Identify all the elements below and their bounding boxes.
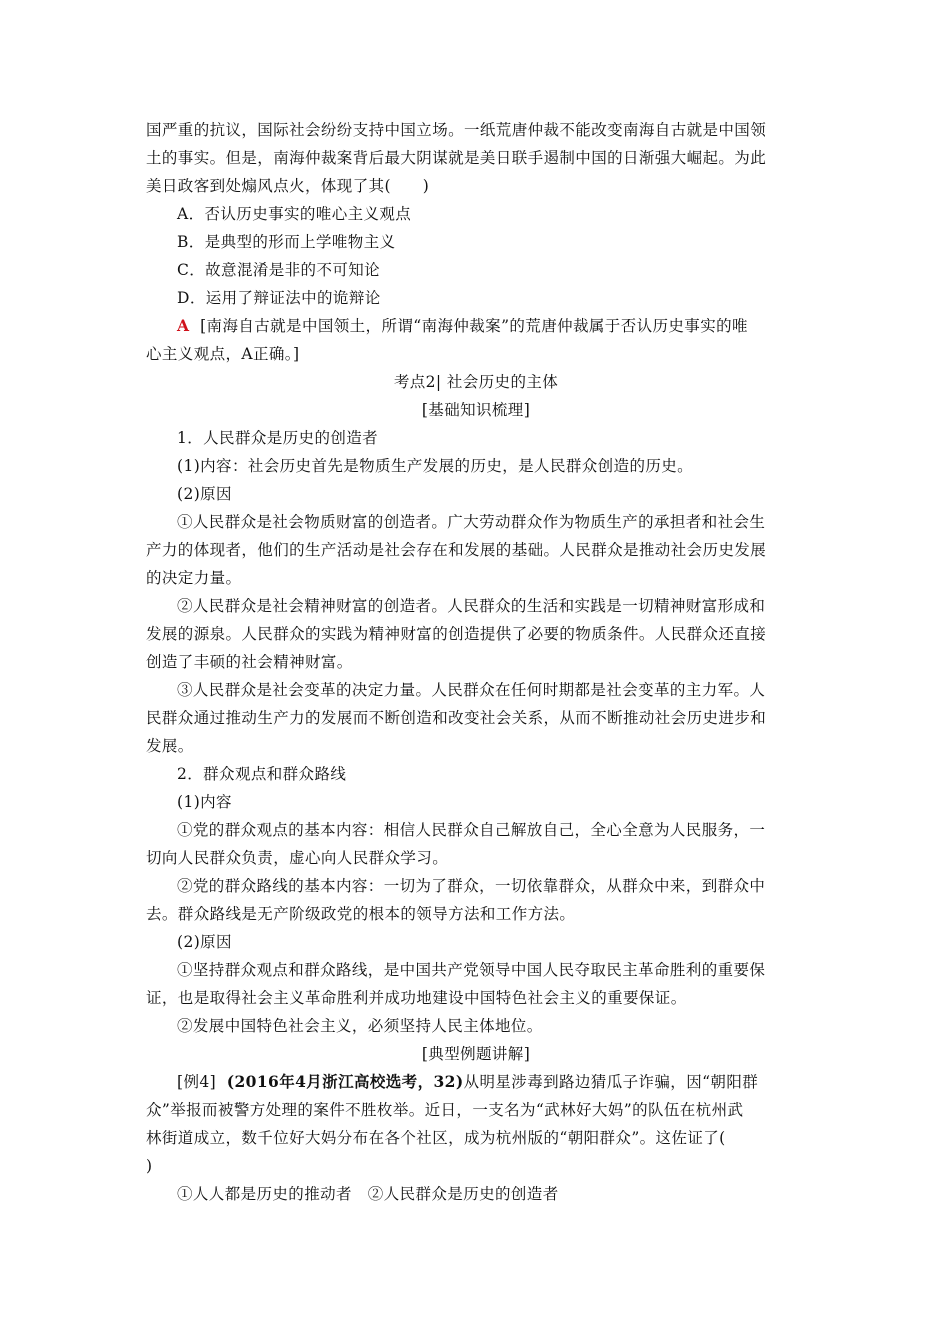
- question-text-line: 土的事实。但是，南海仲裁案背后最大阴谋就是美日联手遏制中国的日渐强大崛起。为此: [146, 149, 767, 167]
- example-text: 从明星涉毒到路边猜瓜子诈骗，因“朝阳群: [463, 1073, 759, 1091]
- part2-content-2-cont: 去。群众路线是无产阶级政党的根本的领导方法和工作方法。: [146, 905, 576, 923]
- part1-reason-3-cont: 民群众通过推动生产力的发展而不断创造和改变社会关系，从而不断推动社会历史进步和: [146, 709, 767, 727]
- part1-reason-2-cont: 发展的源泉。人民群众的实践为精神财富的创造提供了必要的物质条件。人民群众还直接: [146, 625, 767, 643]
- example-subtitle: [典型例题讲解]: [421, 1045, 531, 1063]
- answer-explanation: [146, 312, 806, 340]
- part1-heading: 1．人民群众是历史的创造者: [177, 429, 379, 447]
- answer-letter: A: [177, 316, 190, 335]
- option-c: C．故意混淆是非的不可知论: [177, 261, 381, 279]
- option-a: A．否认历史事实的唯心主义观点: [177, 205, 412, 223]
- part1-reason-3-cont: 发展。: [146, 737, 194, 755]
- example-text-line: 林街道成立，数千位好大妈分布在各个社区，成为杭州版的“朝阳群众”。这佐证了(: [146, 1129, 726, 1147]
- example-question: [146, 1068, 806, 1096]
- part1-reason-1: ①人民群众是社会物质财富的创造者。广大劳动群众作为物质生产的承担者和社会生: [177, 513, 766, 531]
- answer-text: [南海自古就是中国领土，所谓“南海仲裁案”的荒唐仲裁属于否认历史事实的唯: [200, 317, 748, 335]
- part1-reason-2: ②人民群众是社会精神财富的创造者。人民群众的生活和实践是一切精神财富形成和: [177, 597, 766, 615]
- answer-text-line: 心主义观点，A正确。]: [146, 345, 300, 363]
- part1-reason-1-cont: 的决定力量。: [146, 569, 242, 587]
- part1-content: (1)内容：社会历史首先是物质生产发展的历史，是人民群众创造的历史。: [177, 457, 694, 475]
- part1-reason-2-cont: 创造了丰硕的社会精神财富。: [146, 653, 353, 671]
- part1-reason-3: ③人民群众是社会变革的决定力量。人民群众在任何时期都是社会变革的主力军。人: [177, 681, 766, 699]
- section-title: 考点2| 社会历史的主体: [393, 373, 559, 391]
- example-text-line: ): [146, 1157, 153, 1175]
- document-body: [146, 116, 806, 1208]
- example-text-line: 众”举报而被警方处理的案件不胜枚举。近日，一支名为“武林好大妈”的队伍在杭州武: [146, 1101, 744, 1119]
- option-d: D．运用了辩证法中的诡辩论: [177, 289, 381, 307]
- question-text-line: 美日政客到处煽风点火，体现了其( ): [146, 177, 430, 195]
- part2-heading: 2．群众观点和群众路线: [177, 765, 347, 783]
- part1-reason-label: (2)原因: [177, 485, 232, 503]
- section-subtitle: [基础知识梳理]: [421, 401, 531, 419]
- part2-content-1: ①党的群众观点的基本内容：相信人民群众自己解放自己，全心全意为人民服务，一: [177, 821, 766, 839]
- question-text-line: 国严重的抗议，国际社会纷纷支持中国立场。一纸荒唐仲裁不能改变南海自古就是中国领: [146, 121, 767, 139]
- part2-reason-label: (2)原因: [177, 933, 232, 951]
- example-source: (2016年4月浙江高校选考，32): [226, 1072, 464, 1091]
- part2-content-1-cont: 切向人民群众负责，虚心向人民群众学习。: [146, 849, 449, 867]
- part2-reason-2: ②发展中国特色社会主义，必须坚持人民主体地位。: [177, 1017, 543, 1035]
- part1-reason-1-cont: 产力的体现者，他们的生产活动是社会存在和发展的基础。人民群众是推动社会历史发展: [146, 541, 767, 559]
- example-label: [例4]: [177, 1073, 217, 1091]
- option-b: B．是典型的形而上学唯物主义: [177, 233, 396, 251]
- example-statements: ①人人都是历史的推动者 ②人民群众是历史的创造者: [177, 1185, 559, 1203]
- part2-content-label: (1)内容: [177, 793, 232, 811]
- part2-reason-1: ①坚持群众观点和群众路线，是中国共产党领导中国人民夺取民主革命胜利的重要保: [177, 961, 766, 979]
- part2-reason-1-cont: 证，也是取得社会主义革命胜利并成功地建设中国特色社会主义的重要保证。: [146, 989, 687, 1007]
- part2-content-2: ②党的群众路线的基本内容：一切为了群众，一切依靠群众，从群众中来，到群众中: [177, 877, 766, 895]
